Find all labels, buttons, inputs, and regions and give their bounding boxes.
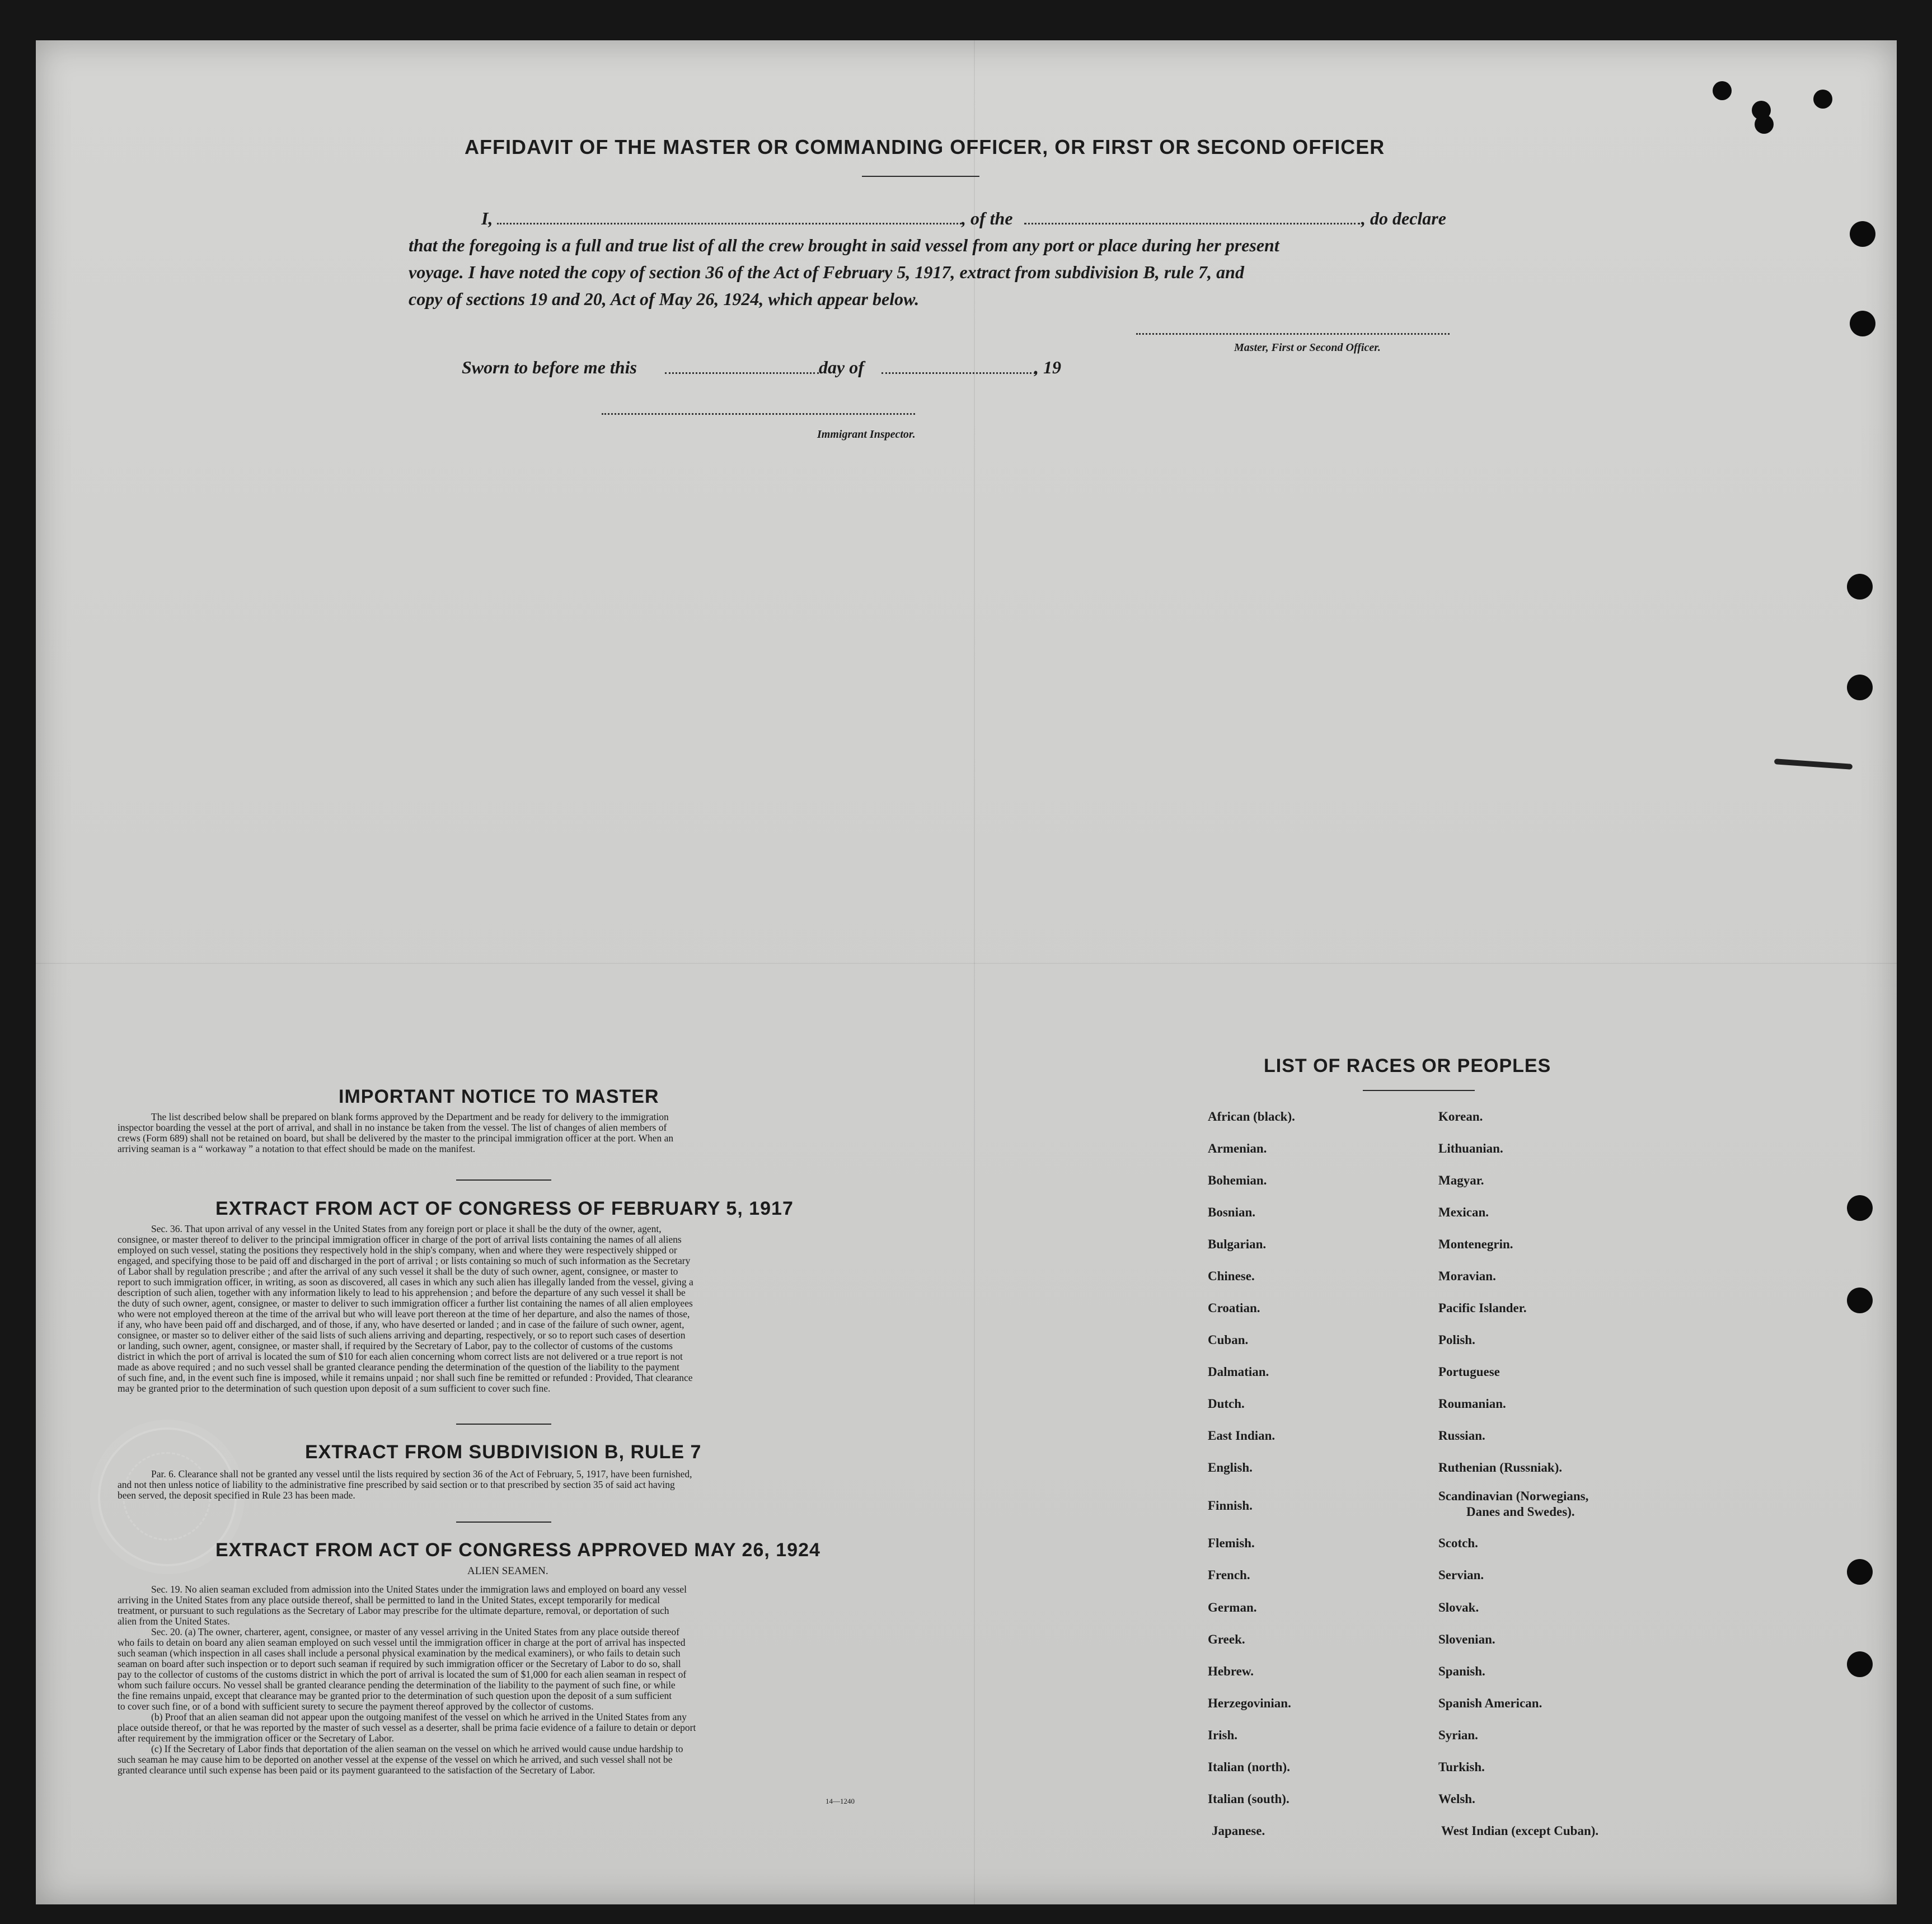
races-title-underline [1363, 1090, 1475, 1091]
race-item: Bohemian. [1208, 1173, 1267, 1187]
race-item: German. [1208, 1600, 1257, 1614]
race-item: Moravian. [1438, 1269, 1496, 1283]
affidavit-declare: , do declare [1361, 208, 1446, 228]
sworn-month-blank[interactable] [881, 372, 1035, 374]
divider [456, 1424, 551, 1425]
race-item: Italian (south). [1208, 1792, 1289, 1806]
race-item: Polish. [1438, 1333, 1475, 1347]
fold-line-vertical [974, 40, 975, 1904]
race-item: Pacific Islander. [1438, 1301, 1527, 1315]
affidavit-line3: voyage. I have noted the copy of section 36 of the Act of February 5, 1917, extract from subdivision B, rule 7, and [409, 262, 1244, 282]
sworn-day-blank[interactable] [665, 372, 819, 374]
race-item: East Indian. [1208, 1429, 1276, 1443]
race-item: West Indian (except Cuban). [1441, 1824, 1599, 1838]
punch-hole [1813, 90, 1832, 109]
race-item: Hebrew. [1208, 1664, 1254, 1678]
punch-hole [1847, 574, 1873, 600]
subdivision-text: Par. 6. Clearance shall not be granted any vessel until the lists required by section 36 of the Act of February, 5, 1917, have been furnished, and not then unless notice of liability to the administrative fine prescribed by said section or to that prescribed by section 35 of said act having been served, the deposit specified in Rule 23 has been made. [118, 1468, 692, 1501]
punch-hole [1847, 1195, 1873, 1221]
race-item: French. [1208, 1568, 1250, 1582]
race-item: Armenian. [1208, 1141, 1267, 1155]
race-item: Turkish. [1438, 1760, 1485, 1774]
race-item: Scandinavian (Norwegians, [1438, 1489, 1589, 1503]
race-item: Mexican. [1438, 1205, 1489, 1219]
extract-1924-title: EXTRACT FROM ACT OF CONGRESS APPROVED MAY 26, 1924 [215, 1539, 820, 1561]
vessel-blank[interactable] [1024, 223, 1360, 224]
race-item: English. [1208, 1460, 1253, 1474]
punch-hole [1847, 675, 1873, 700]
affidavit-i: I, [481, 208, 493, 228]
race-item: Finnish. [1208, 1499, 1253, 1513]
race-item: Scotch. [1438, 1536, 1478, 1550]
punch-hole [1850, 311, 1875, 336]
name-blank[interactable] [497, 223, 962, 224]
punch-hole [1713, 81, 1732, 100]
race-item: Spanish American. [1438, 1696, 1542, 1710]
divider [456, 1179, 551, 1181]
race-item: Cuban. [1208, 1333, 1249, 1347]
race-item: Bosnian. [1208, 1205, 1256, 1219]
race-item: Greek. [1208, 1632, 1245, 1646]
title-underline [862, 176, 979, 177]
race-item: Servian. [1438, 1568, 1484, 1582]
race-item: Portuguese [1438, 1365, 1500, 1379]
race-item: Bulgarian. [1208, 1237, 1267, 1251]
extract-1924-subtitle: ALIEN SEAMEN. [467, 1565, 548, 1577]
punch-hole [1850, 221, 1875, 247]
race-item: Lithuanian. [1438, 1141, 1503, 1155]
race-item: Slovak. [1438, 1600, 1479, 1614]
extract-1924-text: Sec. 19. No alien seaman excluded from admission into the United States under the immigration laws and employed on board any vessel arriving in the United States from any place outside thereof, shall be permitted to land in the United States, except temporarily for medical treatment, or pursuant to such regulations as the Secretary of Labor may prescribe for the ultimate departure, removal, or deportation of such alien from the United States. Sec. 20. (a) The owner, charterer, agent, consignee, or master of any vessel arriving in the United States from any place outside thereof who fails to detain on board any alien seaman employed on such vessel until the immigration officer in charge at the port of arrival has inspected such seaman (which inspection in all cases shall include a personal physical examination by the medical examiners), or who fails to detain such seaman on board after such inspection or to deport such seaman if required by such immigration officer or the Secretary of Labor to do so, shall pay to the collector of customs of the customs district in which the port of arrival is located the sum of $1,000 for each alien seaman in respect of whom such failure occurs. No vessel shall be granted clearance pending the determination of the liability to the payment of such fine, or while the fine remains unpaid, except that clearance may be granted prior to the determination of such question upon the deposit of a sum sufficient to cover such fine, or of a bond with sufficient surety to secure the payment thereof approved by the collector of customs. (b) Proof that an alien seaman did not appear upon the outgoing manifest of the vessel on which he arrived in the United States from any place outside thereof, or that he was reported by the master of such vessel as a deserter, shall be prima facie evidence of a failure to detain or deport after requirement by the immigration officer or the Secretary of Labor. (c) If the Secretary of Labor finds that deportation of the alien seaman on the vessel on which he arrived would cause undue hardship to such seaman he may cause him to be deported on another vessel at the expense of the vessel on which he arrived, and such vessel shall not be granted clearance until such expense has been paid or its payment guaranteed to the satisfaction of the Secretary of Labor. [118, 1584, 696, 1776]
extract-1917-text: Sec. 36. That upon arrival of any vessel in the United States from any foreign port or place it shall be the duty of the owner, agent, consignee, or master thereof to deliver to the principal immigration officer in charge of the port of arrival lists containing the names of all aliens employed on such vessel, stating the positions they respectively hold in the ship's company, when and where they were respectively shipped or engaged, and specifying those to be paid off and discharged in the port of arrival ; or lists containing so much of such information as the Secretary of Labor shall by regulation prescribe ; and after the arrival of any such vessel it shall be the duty of such owner, agent, consignee, or master to report to such immigration officer, in writing, as soon as discovered, all cases in which any such alien has illegally landed from the vessel, giving a description of such alien, together with any information likely to lead to his apprehension ; and before the departure of any such vessel it shall be the duty of such owner, agent, consignee, or master to deliver to such immigration officer a further list containing the names of all alien employees who were not employed thereon at the time of the arrival but who will leave port thereon at the time of her departure, and also the names of those, if any, who have been paid off and discharged, and of those, if any, who have deserted or landed ; and in case of the failure of such owner, agent, consignee, or master so to deliver either of the said lists of such aliens arriving and departing, respectively, or so to report such cases of desertion or landing, such owner, agent, consignee, or master shall, if required by the Secretary of Labor, pay to the collector of customs of the customs district in which the port of arrival is located the sum of $10 for each alien concerning whom correct lists are not delivered or a true report is not made as above required ; and no such vessel shall be granted clearance pending the determination of the question of the liability to the payment of such fine, and, in the event such fine is imposed, while it remains unpaid ; nor shall such fine be remitted or refunded : Provided, That clearance may be granted prior to the determination of such question upon deposit of a sum sufficient to cover such fine. [118, 1223, 693, 1394]
inspector-signature-line[interactable] [602, 413, 915, 415]
race-item: Flemish. [1208, 1536, 1255, 1550]
notice-text: The list described below shall be prepared on blank forms approved by the Department and be ready for delivery to the immigration inspector boarding the vessel at the port of arrival, and shall in no instance be taken from the vessel. The list of changes of alien members of crews (Form 689) shall not be retained on board, but shall be delivered by the master to the principal immigration officer at the port. When an arriving seaman is a “ workaway ” a notation to that effect should be made on the manifest. [118, 1111, 674, 1154]
affidavit-title: AFFIDAVIT OF THE MASTER OR COMMANDING OFFICER, OR FIRST OR SECOND OFFICER [465, 135, 1385, 158]
race-item: Chinese. [1208, 1269, 1255, 1283]
race-item: Dalmatian. [1208, 1365, 1269, 1379]
race-item: Slovenian. [1438, 1632, 1495, 1646]
race-item: Herzegovinian. [1208, 1696, 1291, 1710]
race-item: Italian (north). [1208, 1760, 1290, 1774]
races-title: LIST OF RACES OR PEOPLES [1264, 1055, 1551, 1076]
race-item: Russian. [1438, 1429, 1485, 1443]
inspector-signature-label: Immigrant Inspector. [817, 428, 916, 441]
affidavit-line2: that the foregoing is a full and true list of all the crew brought in said vessel from any port or place during her present [409, 235, 1279, 255]
punch-hole [1847, 1559, 1873, 1585]
race-item: Irish. [1208, 1728, 1238, 1742]
race-item: Spanish. [1438, 1664, 1485, 1678]
punch-hole [1847, 1651, 1873, 1677]
sworn-text: Sworn to before me this [462, 357, 637, 377]
race-item: African (black). [1208, 1110, 1295, 1123]
notice-title: IMPORTANT NOTICE TO MASTER [339, 1086, 659, 1107]
race-item-continuation: Danes and Swedes). [1466, 1505, 1575, 1519]
affidavit-of-the: , of the [962, 208, 1013, 228]
master-signature-line[interactable] [1136, 333, 1450, 335]
punch-hole [1755, 115, 1774, 134]
race-item: Dutch. [1208, 1397, 1245, 1411]
fold-line-horizontal [36, 963, 1897, 964]
race-item: Syrian. [1438, 1728, 1478, 1742]
race-item: Japanese. [1212, 1824, 1265, 1838]
race-item: Welsh. [1438, 1792, 1475, 1806]
extract-1917-title: EXTRACT FROM ACT OF CONGRESS OF FEBRUARY 5, 1917 [215, 1198, 794, 1219]
divider [456, 1522, 551, 1523]
race-item: Roumanian. [1438, 1397, 1506, 1411]
punch-hole [1847, 1288, 1873, 1313]
race-item: Croatian. [1208, 1301, 1260, 1315]
day-of-text: day of [819, 357, 864, 377]
race-item: Korean. [1438, 1110, 1483, 1123]
master-signature-label: Master, First or Second Officer. [1234, 341, 1381, 354]
race-item: Ruthenian (Russniak). [1438, 1460, 1563, 1474]
race-item: Montenegrin. [1438, 1237, 1513, 1251]
year-text: , 19 [1034, 357, 1061, 377]
race-item: Magyar. [1438, 1173, 1484, 1187]
subdivision-title: EXTRACT FROM SUBDIVISION B, RULE 7 [305, 1441, 702, 1463]
form-number: 14—1240 [826, 1797, 855, 1805]
affidavit-line4: copy of sections 19 and 20, Act of May 26, 1924, which appear below. [409, 289, 920, 309]
